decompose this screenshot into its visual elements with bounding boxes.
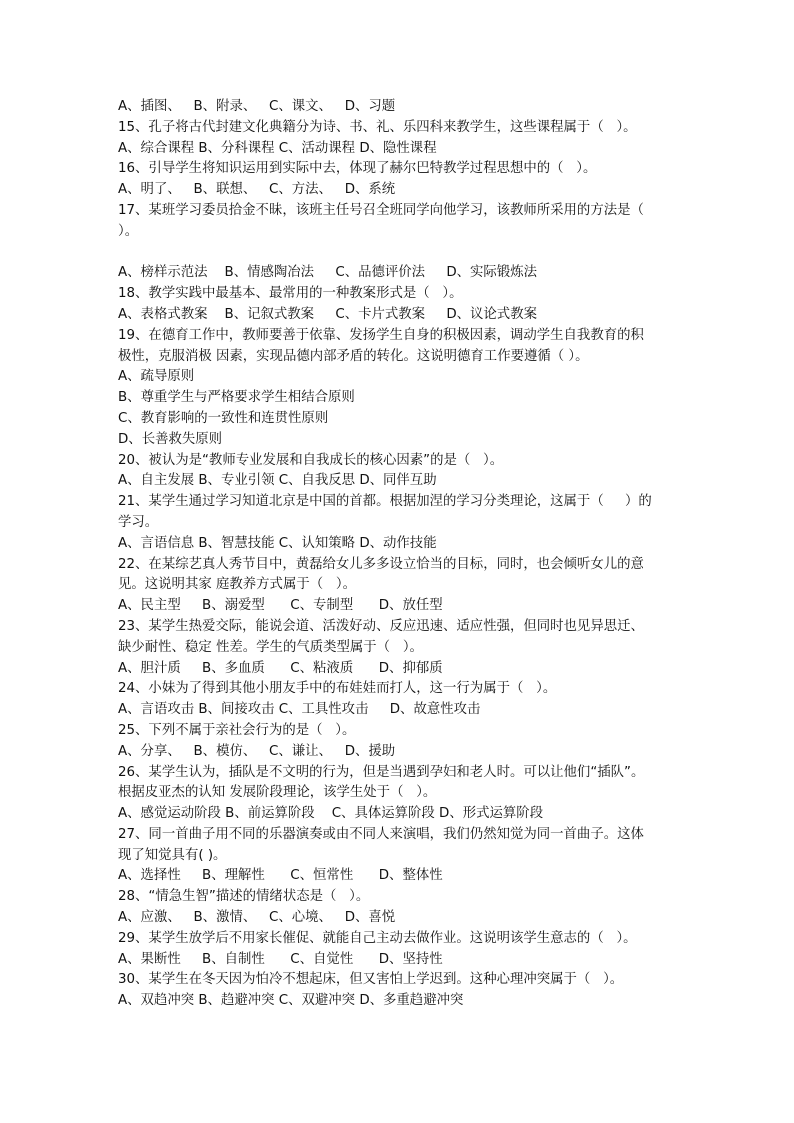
q22-stem-line1: 22、在某综艺真人秀节目中，黄磊给女儿多多设立恰当的目标，同时，也会倾听女儿的意 bbox=[118, 556, 644, 572]
q17-stem-line1: 17、某班学习委员拾金不昧，该班主任号召全班同学向他学习，该教师所采用的方法是（ bbox=[118, 202, 644, 218]
q27-stem-line2: 现了知觉具有( )。 bbox=[118, 847, 227, 863]
q27-stem-line1: 27、同一首曲子用不同的乐器演奏或由不同人来演唱，我们仍然知觉为同一首曲子。这体 bbox=[118, 826, 644, 842]
q20-stem: 20、被认为是“教师专业发展和自我成长的核心因素”的是（ ）。 bbox=[118, 452, 504, 468]
q29-stem: 29、某学生放学后不用家长催促、就能自己主动去做作业。这说明该学生意志的（ ）。 bbox=[118, 930, 637, 946]
q24-stem: 24、小妹为了得到其他小朋友手中的布娃娃而打人，这一行为属于（ ）。 bbox=[118, 681, 557, 697]
q20-options: A、自主发展 B、专业引领 C、自我反思 D、同伴互助 bbox=[118, 473, 437, 489]
q25-options: A、分享、 B、模仿、 C、谦让、 D、援助 bbox=[118, 743, 396, 759]
q21-stem-line2: 学习。 bbox=[118, 514, 159, 530]
q19-option-a: A、疏导原则 bbox=[118, 369, 195, 385]
q19-stem-line2: 极性，克服消极 因素，实现品德内部矛盾的转化。这说明德育工作要遵循（ ）。 bbox=[118, 348, 589, 364]
q22-stem-line2: 见。这说明其家 庭教养方式属于（ ）。 bbox=[118, 577, 356, 593]
q14-options: A、插图、 B、附录、 C、课文、 D、习题 bbox=[118, 99, 396, 114]
q23-stem-line2: 缺少耐性、稳定 性差。学生的气质类型属于（ ）。 bbox=[118, 639, 423, 655]
q26-stem-line1: 26、某学生认为，插队是不文明的行为，但是当遇到孕妇和老人时。可以让他们“插队”。 bbox=[118, 764, 645, 780]
q17-options: A、榜样示范法 B、情感陶冶法 C、品德评价法 D、实际锻炼法 bbox=[118, 265, 537, 281]
q26-options: A、感觉运动阶段 B、前运算阶段 C、具体运算阶段 D、形式运算阶段 bbox=[118, 806, 544, 822]
q16-options: A、明了、 B、联想、 C、方法、 D、系统 bbox=[118, 182, 396, 198]
q24-options: A、言语攻击 B、间接攻击 C、工具性攻击 D、故意性攻击 bbox=[118, 702, 481, 718]
q17-stem-line2: ）。 bbox=[118, 223, 139, 239]
q21-options: A、言语信息 B、智慧技能 C、认知策略 D、动作技能 bbox=[118, 535, 437, 551]
q22-options: A、民主型 B、溺爱型 C、专制型 D、放任型 bbox=[118, 598, 443, 614]
blank-line bbox=[118, 243, 688, 264]
q18-stem: 18、教学实践中最基本、最常用的一种教案形式是（ ）。 bbox=[118, 286, 463, 302]
q23-stem-line1: 23、某学生热爱交际，能说会道、活泼好动、反应迅速、适应性强，但同时也见异思迁、 bbox=[118, 618, 644, 634]
q19-stem-line1: 19、在德育工作中，教师要善于依靠、发扬学生自身的积极因素，调动学生自我教育的积 bbox=[118, 327, 644, 343]
q19-option-b: B、尊重学生与严格要求学生相结合原则 bbox=[118, 390, 355, 406]
q16-stem: 16、引导学生将知识运用到实际中去，体现了赫尔巴特教学过程思想中的（ ）。 bbox=[118, 161, 597, 177]
q15-stem: 15、孔子将古代封建文化典籍分为诗、书、礼、乐四科来教学生，这些课程属于（ ）。 bbox=[118, 119, 637, 135]
q30-stem: 30、某学生在冬天因为怕冷不想起床，但又害怕上学迟到。这种心理冲突属于（ ）。 bbox=[118, 972, 624, 988]
q30-options: A、双趋冲突 B、趋避冲突 C、双避冲突 D、多重趋避冲突 bbox=[118, 993, 464, 1009]
q21-stem-line1: 21、某学生通过学习知道北京是中国的首都。根据加涅的学习分类理论，这属于（ ）的 bbox=[118, 494, 652, 510]
q29-options: A、果断性 B、自制性 C、自觉性 D、坚持性 bbox=[118, 951, 443, 967]
q25-stem: 25、下列不属于亲社会行为的是（ ）。 bbox=[118, 722, 356, 738]
q23-options: A、胆汁质 B、多血质 C、粘液质 D、抑郁质 bbox=[118, 660, 443, 676]
q26-stem-line2: 根据皮亚杰的认知 发展阶段理论，该学生处于（ ）。 bbox=[118, 785, 437, 801]
q28-stem: 28、“情急生智”描述的情绪状态是（ ）。 bbox=[118, 889, 370, 905]
q19-option-d: D、长善救失原则 bbox=[118, 431, 223, 447]
q27-options: A、选择性 B、理解性 C、恒常性 D、整体性 bbox=[118, 868, 443, 884]
q28-options: A、应激、 B、激情、 C、心境、 D、喜悦 bbox=[118, 910, 396, 926]
q18-options: A、表格式教案 B、记叙式教案 C、卡片式教案 D、议论式教案 bbox=[118, 306, 537, 322]
q19-option-c: C、教育影响的一致性和连贯性原则 bbox=[118, 410, 329, 426]
q15-options: A、综合课程 B、分科课程 C、活动课程 D、隐性课程 bbox=[118, 140, 437, 156]
document-page bbox=[118, 97, 688, 1012]
